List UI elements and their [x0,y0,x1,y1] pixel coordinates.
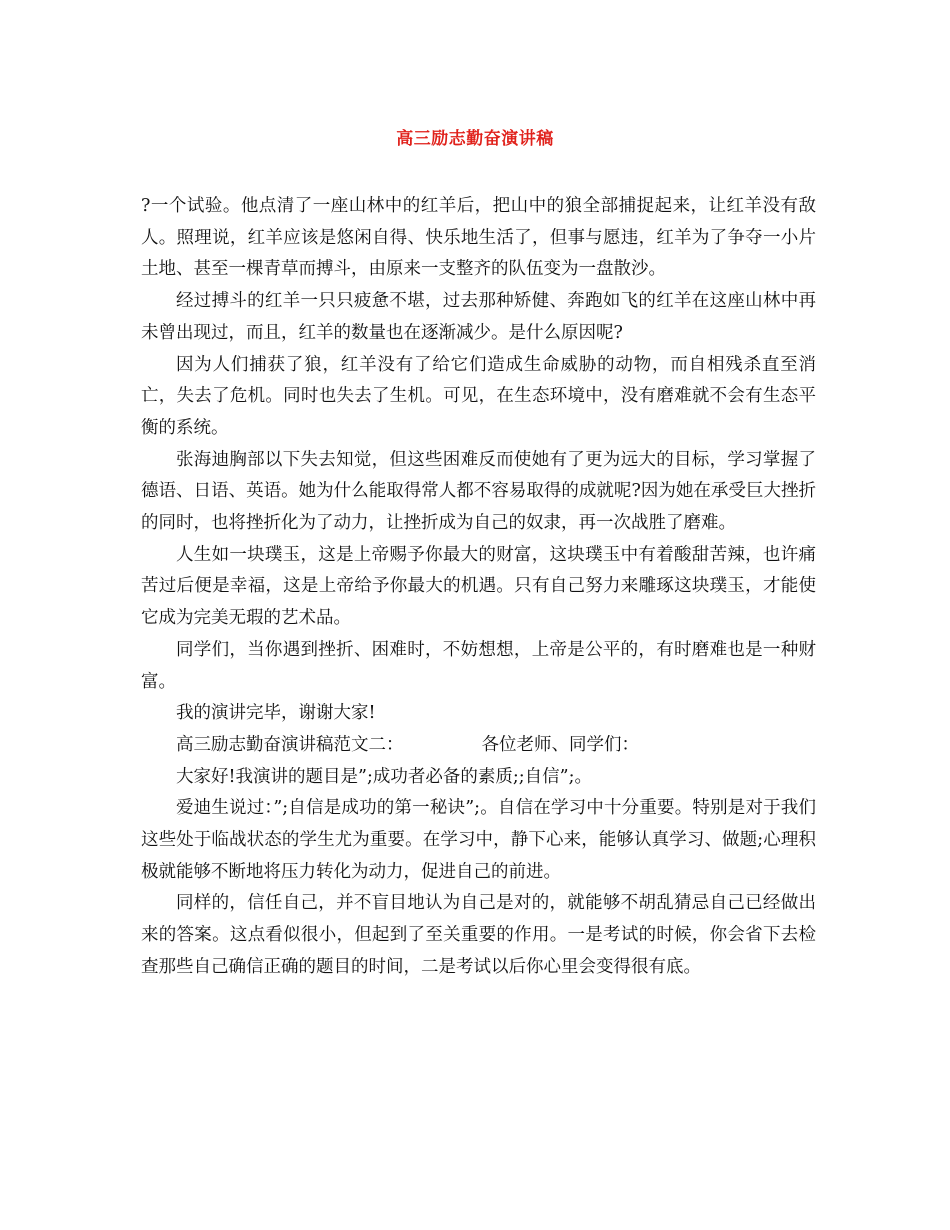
paragraph: 同样的，信任自己，并不盲目地认为自己是对的，就能够不胡乱猜忌自己已经做出来的答案。这点看似很小，但起到了至关重要的作用。一是考试的时候，你会省下去检查那些自己确信正确的题目的时间，二是考试以后你心里会变得很有底。 [141,893,816,977]
paragraph: 张海迪胸部以下失去知觉，但这些困难反而使她有了更为远大的目标，学习掌握了德语、日语、英语。她为什么能取得常人都不容易取得的成就呢?因为她在承受巨大挫折的同时，也将挫折化为了动力，让挫折成为自己的奴隶，再一次战胜了磨难。 [141,449,816,534]
paragraph: 同学们，当你遇到挫折、困难时，不妨想想，上帝是公平的，有时磨难也是一种财富。 [141,639,816,692]
sample-greeting: 各位老师、同学们： [481,734,639,755]
paragraph: 爱迪生说过：”;自信是成功的第一秘诀”;。自信在学习中十分重要。特别是对于我们这些处于临战状态的学生尤为重要。在学习中，静下心来，能够认真学习、做题;心理积极就能够不断地将压力转化为动力，促进自己的前进。 [141,798,816,882]
paragraph: 我的演讲完毕，谢谢大家! [176,703,376,724]
paragraph: 经过搏斗的红羊一只只疲惫不堪，过去那种矫健、奔跑如飞的红羊在这座山林中再未曾出现过，而且，红羊的数量也在逐渐减少。是什么原因呢? [141,291,816,343]
paragraph: ?一个试验。他点清了一座山林中的红羊后，把山中的狼全部捕捉起来，让红羊没有敌人。照理说，红羊应该是悠闲自得、快乐地生活了，但事与愿违，红羊为了争夺一小片土地、甚至一棵青草而搏斗，由原来一支整齐的队伍变为一盘散沙。 [141,196,816,280]
paragraph: 因为人们捕获了狼，红羊没有了给它们造成生命威胁的动物，而自相残杀直至消亡，失去了危机。同时也失去了生机。可见，在生态环境中，没有磨难就不会有生态平衡的系统。 [141,354,816,438]
paragraph: 人生如一块璞玉，这是上帝赐予你最大的财富，这块璞玉中有着酸甜苦辣，也许痛苦过后便是幸福，这是上帝给予你最大的机遇。只有自己努力来雕琢这块璞玉，才能使它成为完美无瑕的艺术品。 [141,544,816,629]
sample-heading: 高三励志勤奋演讲稿范文二： [176,734,404,755]
document-title: 高三励志勤奋演讲稿 [396,129,554,149]
paragraph: 大家好!我演讲的题目是”;成功者必备的素质;;自信”;。 [176,766,593,787]
sample-heading-line [141,730,816,762]
document-body [141,191,816,984]
